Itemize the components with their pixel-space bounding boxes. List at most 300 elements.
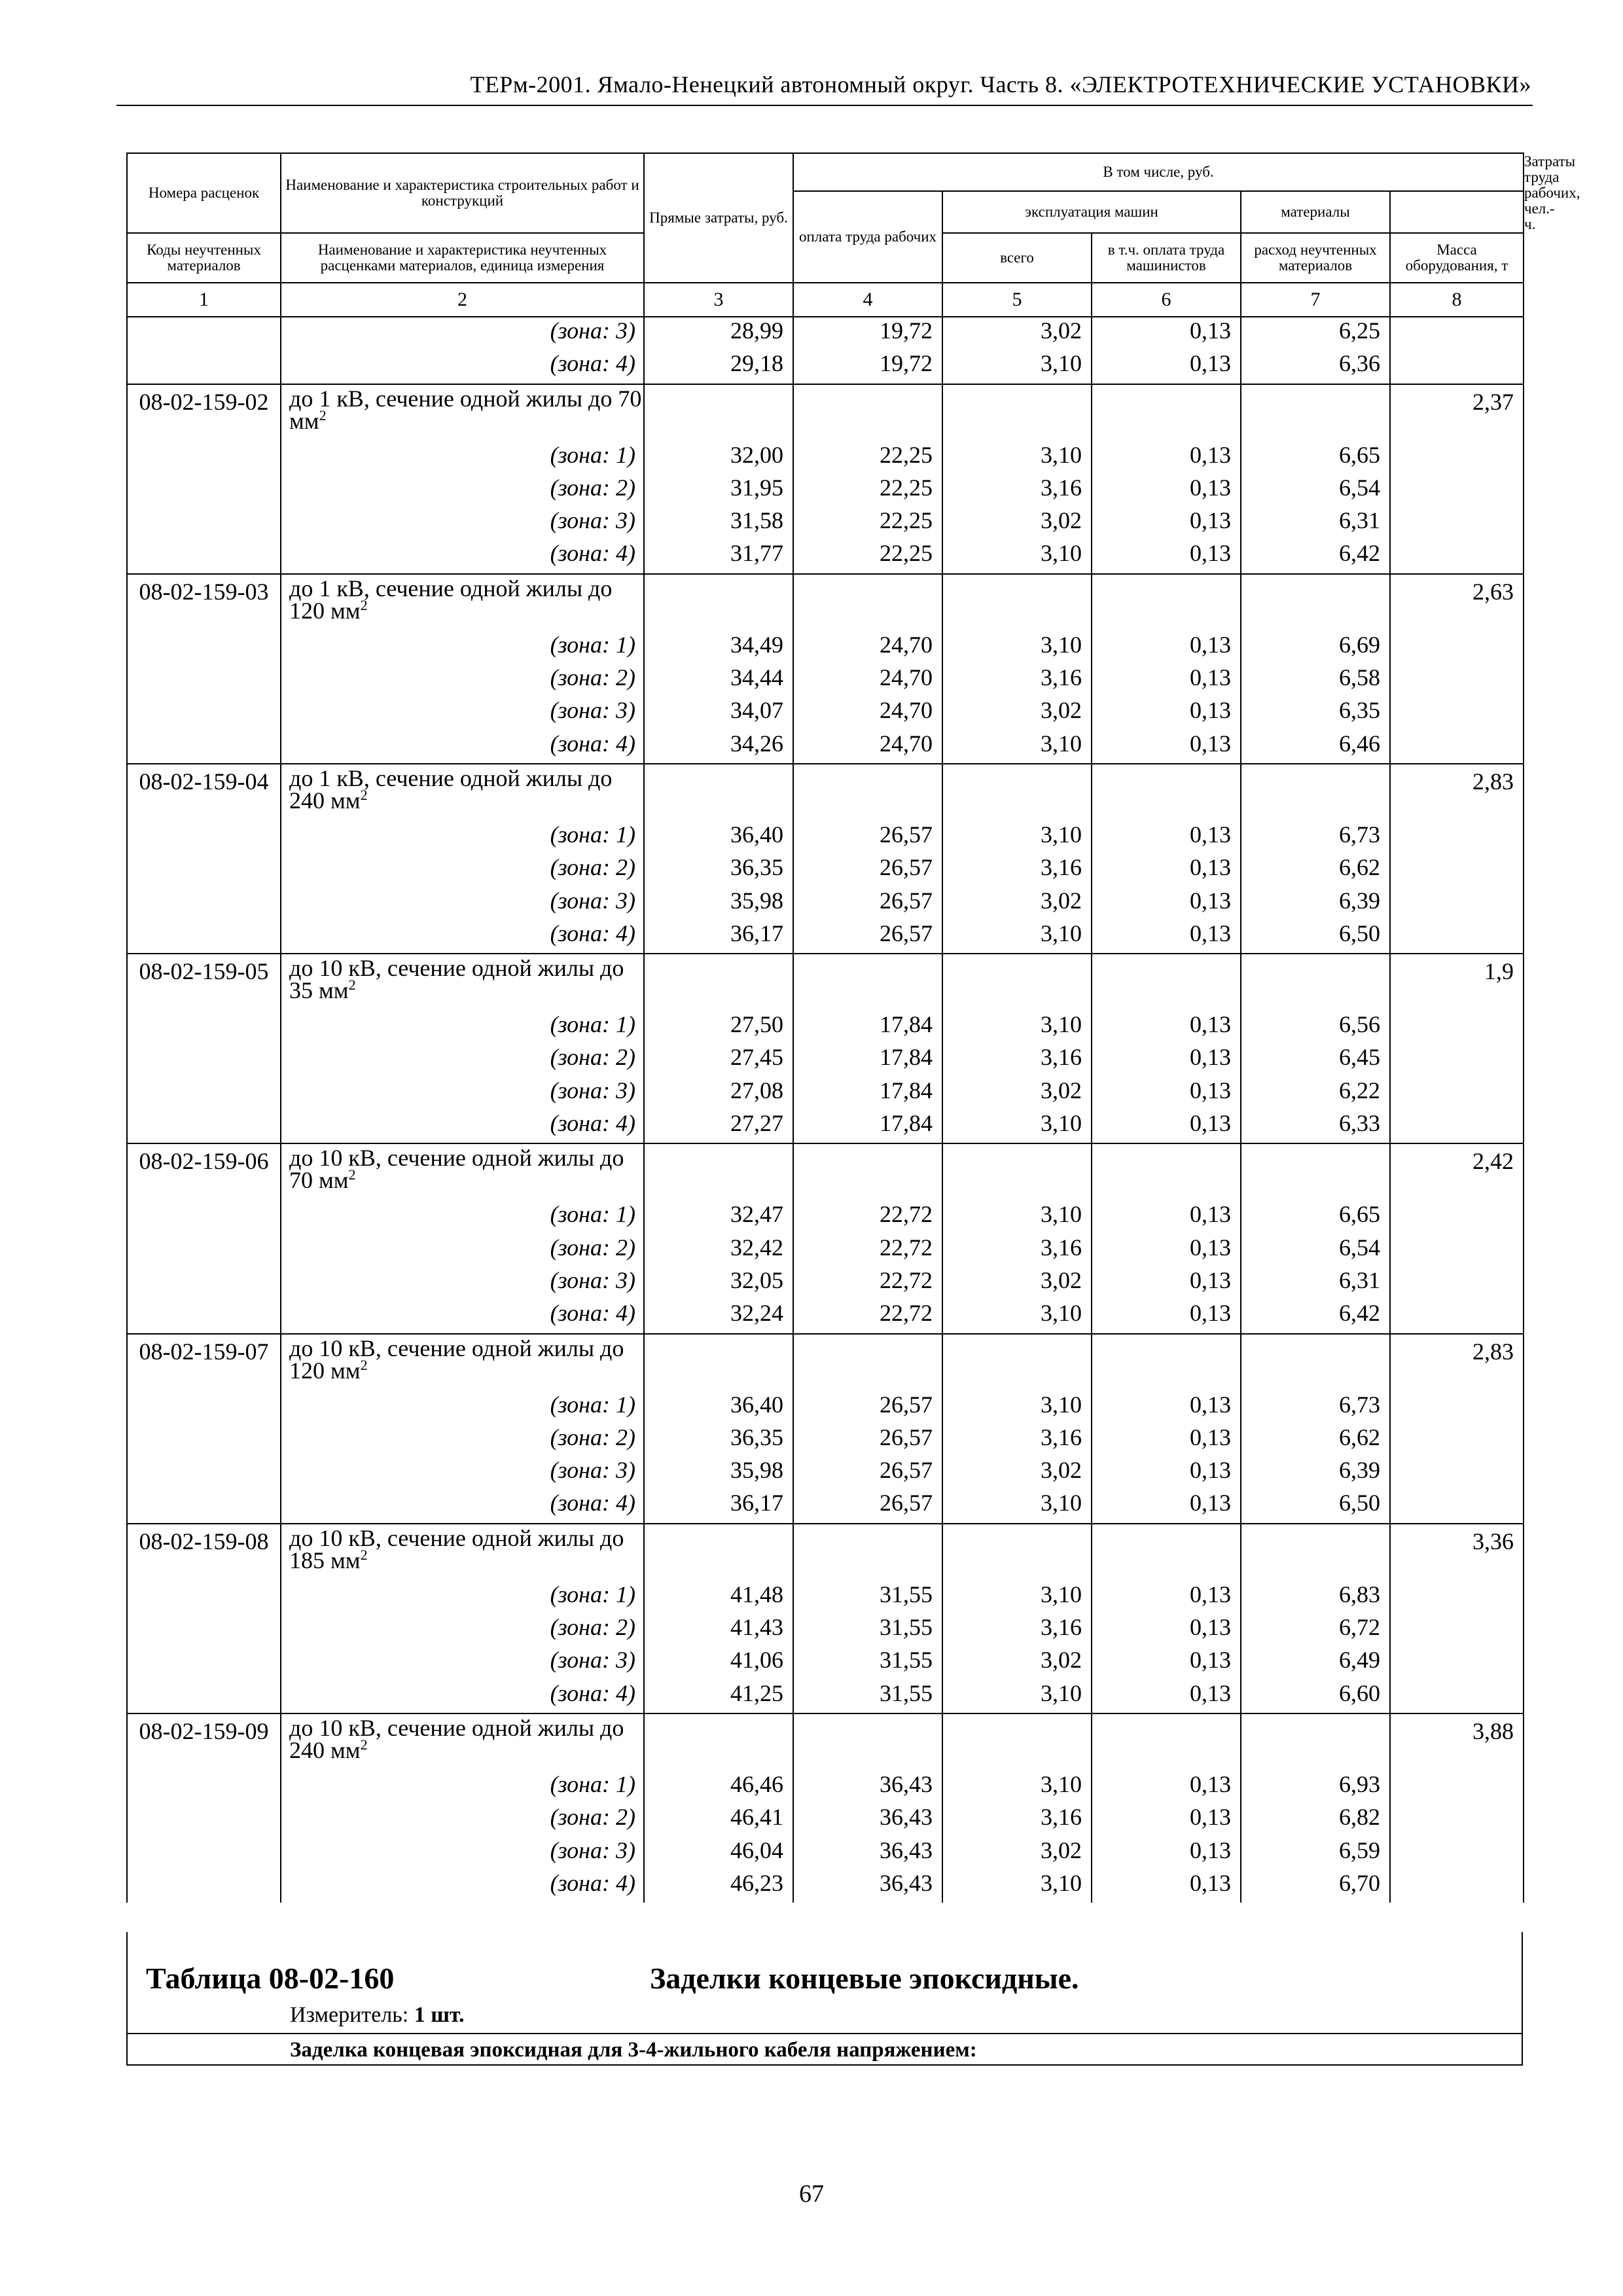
materials-cost: 6,70: [1241, 1870, 1390, 1903]
empty-cell: [942, 1143, 1092, 1201]
labor-pay: 22,72: [793, 1201, 942, 1234]
machinists-pay: 0,13: [1092, 1581, 1241, 1614]
materials-cost: 6,73: [1241, 1391, 1390, 1424]
labor-pay: 22,72: [793, 1300, 942, 1333]
machinists-pay: 0,13: [1092, 475, 1241, 507]
machines-total: 3,02: [942, 888, 1092, 920]
code-cell: [127, 1647, 281, 1679]
table-row: [127, 1110, 1524, 1143]
table-row: [127, 854, 1524, 887]
direct-cost: 31,77: [644, 540, 793, 573]
table-row: [127, 1267, 1524, 1300]
mass-cell: [1390, 1837, 1524, 1870]
labor-pay: 22,25: [793, 540, 942, 573]
col-number: 4: [793, 283, 942, 317]
machinists-pay: 0,13: [1092, 920, 1241, 954]
materials-cost: 6,31: [1241, 1267, 1390, 1300]
table-row: [127, 1647, 1524, 1679]
labor-pay: 36,43: [793, 1870, 942, 1903]
zone-label: (зона: 2): [281, 1614, 644, 1647]
machinists-pay: 0,13: [1092, 1870, 1241, 1903]
zone-label: (зона: 4): [281, 1490, 644, 1523]
materials-cost: 6,73: [1241, 821, 1390, 854]
empty-cell: [1092, 1334, 1241, 1391]
materials-cost: 6,50: [1241, 1490, 1390, 1523]
zone-label: (зона: 2): [281, 664, 644, 697]
empty-cell: [793, 1713, 942, 1771]
description-text: до 10 кВ, сечение одной жилы до 70 мм: [289, 1145, 624, 1194]
zone-label: (зона: 3): [281, 1077, 644, 1110]
direct-cost: 34,44: [644, 664, 793, 697]
table-row: [127, 1234, 1524, 1267]
code-cell: [127, 1391, 281, 1424]
zone-label: (зона: 1): [281, 821, 644, 854]
code-cell: [127, 1804, 281, 1837]
code-cell: [127, 1581, 281, 1614]
table-row: [127, 350, 1524, 384]
materials-cost: 6,49: [1241, 1647, 1390, 1679]
zone-label: (зона: 3): [281, 1457, 644, 1490]
table-row: [127, 1490, 1524, 1523]
mass-cell: [1390, 1614, 1524, 1647]
zone-label: (зона: 1): [281, 1011, 644, 1044]
zone-label: (зона: 4): [281, 1110, 644, 1143]
machines-total: 3,10: [942, 1011, 1092, 1044]
zone-label: (зона: 2): [281, 475, 644, 507]
labor-pay: 26,57: [793, 1424, 942, 1457]
zone-label: (зона: 4): [281, 1300, 644, 1333]
labor-pay: 17,84: [793, 1110, 942, 1143]
empty-cell: [644, 954, 793, 1011]
hdr-group: В том числе, руб.: [793, 153, 1524, 191]
direct-cost: 32,42: [644, 1234, 793, 1267]
code-cell: [127, 1457, 281, 1490]
machinists-pay: 0,13: [1092, 888, 1241, 920]
materials-cost: 6,58: [1241, 664, 1390, 697]
table-row: [127, 1771, 1524, 1804]
mass-cell: [1390, 1804, 1524, 1837]
rate-header-row: [127, 574, 1524, 632]
mass-cell: [1390, 888, 1524, 920]
machinists-pay: 0,13: [1092, 632, 1241, 664]
labor-hours: 2,63: [1390, 574, 1524, 632]
mass-cell: [1390, 1771, 1524, 1804]
page-number: 67: [799, 2180, 824, 2208]
empty-cell: [793, 1334, 942, 1391]
labor-pay: 26,57: [793, 920, 942, 954]
labor-pay: 26,57: [793, 888, 942, 920]
machines-total: 3,02: [942, 507, 1092, 540]
code-cell: [127, 854, 281, 887]
materials-cost: 6,33: [1241, 1110, 1390, 1143]
zone-label: (зона: 4): [281, 540, 644, 573]
direct-cost: 46,23: [644, 1870, 793, 1903]
rate-code: 08-02-159-04: [127, 764, 281, 821]
superscript: 2: [360, 1736, 368, 1753]
machinists-pay: 0,13: [1092, 1680, 1241, 1713]
hdr-materials: материалы: [1241, 191, 1390, 233]
rate-code: 08-02-159-06: [127, 1143, 281, 1201]
zone-label: (зона: 4): [281, 350, 644, 384]
machines-total: 3,10: [942, 920, 1092, 954]
materials-cost: 6,25: [1241, 317, 1390, 350]
rate-header-row: [127, 1334, 1524, 1391]
machinists-pay: 0,13: [1092, 854, 1241, 887]
labor-pay: 24,70: [793, 664, 942, 697]
code-cell: [127, 1110, 281, 1143]
materials-cost: 6,31: [1241, 507, 1390, 540]
table-row: [127, 317, 1524, 350]
mass-cell: [1390, 920, 1524, 954]
mass-cell: [1390, 1391, 1524, 1424]
table-row: [127, 1614, 1524, 1647]
machinists-pay: 0,13: [1092, 442, 1241, 475]
code-cell: [127, 1234, 281, 1267]
zone-label: (зона: 4): [281, 920, 644, 954]
direct-cost: 34,49: [644, 632, 793, 664]
code-cell: [127, 1011, 281, 1044]
superscript: 2: [360, 786, 368, 803]
measure-unit: [290, 2003, 465, 2028]
measure-label: Измеритель:: [290, 2003, 409, 2027]
hdr-material-codes: Коды неучтенных материалов: [127, 233, 281, 283]
rate-code: 08-02-159-09: [127, 1713, 281, 1771]
labor-pay: 22,72: [793, 1234, 942, 1267]
machinists-pay: 0,13: [1092, 1201, 1241, 1234]
hdr-name: Наименование и характеристика строительных работ и конструкций: [281, 153, 644, 233]
empty-cell: [1092, 764, 1241, 821]
rate-description: [281, 1143, 644, 1201]
empty-cell: [942, 1334, 1092, 1391]
rate-description: [281, 384, 644, 442]
labor-pay: 31,55: [793, 1680, 942, 1713]
empty-cell: [942, 384, 1092, 442]
direct-cost: 36,35: [644, 854, 793, 887]
direct-cost: 41,06: [644, 1647, 793, 1679]
code-cell: [127, 317, 281, 350]
description-text: до 10 кВ, сечение одной жилы до 35 мм: [289, 955, 624, 1004]
labor-pay: 17,84: [793, 1011, 942, 1044]
empty-cell: [1092, 1713, 1241, 1771]
rate-description: [281, 1524, 644, 1581]
machines-total: 3,10: [942, 1391, 1092, 1424]
code-cell: [127, 697, 281, 730]
code-cell: [127, 475, 281, 507]
labor-hours: 2,37: [1390, 384, 1524, 442]
mass-cell: [1390, 632, 1524, 664]
zone-label: (зона: 2): [281, 1044, 644, 1077]
description-text: до 10 кВ, сечение одной жилы до 185 мм: [289, 1524, 624, 1573]
measure-value: 1 шт.: [414, 2003, 465, 2027]
rate-header-row: [127, 1713, 1524, 1771]
col-number: 1: [127, 283, 281, 317]
machinists-pay: 0,13: [1092, 1457, 1241, 1490]
labor-pay: 31,55: [793, 1647, 942, 1679]
zone-label: (зона: 1): [281, 442, 644, 475]
zone-label: (зона: 2): [281, 854, 644, 887]
code-cell: [127, 540, 281, 573]
materials-cost: 6,60: [1241, 1680, 1390, 1713]
empty-cell: [1241, 1713, 1390, 1771]
table-body: [127, 317, 1524, 1903]
machinists-pay: 0,13: [1092, 350, 1241, 384]
next-table-divider: [126, 2033, 1523, 2034]
machinists-pay: 0,13: [1092, 697, 1241, 730]
rate-description: [281, 954, 644, 1011]
mass-cell: [1390, 350, 1524, 384]
zone-label: (зона: 3): [281, 1837, 644, 1870]
mass-cell: [1390, 664, 1524, 697]
table-row: [127, 1044, 1524, 1077]
empty-cell: [1092, 574, 1241, 632]
mass-cell: [1390, 1110, 1524, 1143]
materials-cost: 6,82: [1241, 1804, 1390, 1837]
labor-pay: 22,25: [793, 507, 942, 540]
machinists-pay: 0,13: [1092, 1490, 1241, 1523]
materials-cost: 6,46: [1241, 730, 1390, 764]
col-number: 5: [942, 283, 1092, 317]
table-row: [127, 475, 1524, 507]
machines-total: 3,10: [942, 1300, 1092, 1333]
rate-description: [281, 764, 644, 821]
table-row: [127, 888, 1524, 920]
rates-table: Номера расценок Наименование и характеристика строительных работ и конструкций Прямые затраты, руб. В том числе, руб. Затраты труда рабочих, чел.-ч. оплата труда рабочих эксплуатация машин материалы Коды неучтенных материалов Наименование и характеристика неучтенных расценками материалов, единица измерения всего в т.ч. оплата труда машинистов расход неучтенных материалов Масса оборудования, т 1 2 3 4 5 6 7 8 (зона: 3) 28,99 19,72 3,02 0,13 6,25 (зона: 4) 29,18 19,72 3,10 0,13 6,36 08-02-159-02 до 1 кВ, сечение одной жилы до 70 $мм^2$ 2,37 (зона: 1) 32,00 22,25 3,10 0,13 6,65 (зона: 2) 31,95 22,25 3,16 0,13 6,54 (зона: 3) 31,58 22,25 3,02 0,13 6,31 (зона: 4) 31,77 22,25 3,10 0,13 6,42 08-02-159-03 до 1 кВ, сечение одной жилы до 120 $мм^2$ 2,63 (зона: 1) 34,49 24,70 3,10 0,13 6,69 (зона: 2) 34,44 24,70 3,16 0,13 6,58 (зона: 3) 34,07 24,70 3,02 0,13 6,35 (зона: 4) 34,26 24,70 3,10 0,13 6,46 08-02-159-04 до 1 кВ, сечение одной жилы до 240 $мм^2$ 2,83 (зона: 1) 36,40 26,57 3,10 0,13 6,73 (зона: 2) 36,35 26,57 3,16 0,13 6,62 (зона: 3) 35,98 26,57 3,02 0,13 6,39 (зона: 4) 36,17 26,57 3,10 0,13 6,50 08-02-159-05 до 10 кВ, сечение одной жилы до 35 $мм^2$ 1,9 (зона: 1) 27,50 17,84 3,10 0,13 6,56 (зона: 2) 27,45 17,84 3,16 0,13 6,45 (зона: 3) 27,08 17,84 3,02 0,13 6,22 (зона: 4) 27,27 17,84 3,10 0,13 6,33 08-02-159-06 до 10 кВ, сечение одной жилы до 70 $мм^2$ 2,42 (зона: 1) 32,47 22,72 3,10 0,13 6,65 (зона: 2) 32,42 22,72 3,16 0,13 6,54 (зона: 3) 32,05 22,72 3,02 0,13 6,31 (зона: 4) 32,24 22,72 3,10 0,13 6,42 08-02-159-07 до 10 кВ, сечение одной жилы до 120 $мм^2$ 2,83 (зона: 1) 36,40 26,57 3,10 0,13 6,73 (зона: 2) 36,35 26,57 3,16 0,13 6,62 (зона: 3) 35,98 26,57 3,02 0,13 6,39 (зона: 4) 36,17 26,57 3,10 0,13 6,50 08-02-159-08 до 10 кВ, сечение одной жилы до 185 $мм^2$ 3,36 (зона: 1) 41,48 31,55 3,10 0,13 6,83 (зона: 2) 41,43 31,55 3,16 0,13 6,72 (зона: 3) 41,06 31,55 3,02 0,13 6,49 (зона: 4) 41,25 31,55 3,10 0,13 6,60 08-02-159-09 до 10 кВ, сечение одной жилы до 240 $мм^2$ 3,88 (зона: 1) 46,46 36,43 3,10 0,13 6,93 (зона: 2) 46,41 36,43 3,16 0,13 6,82 (зона: 3) 46,04 36,43 3,02 0,13 6,59 (зона: 4) 46,23 36,43 3,10 0,13 6,70: [126, 152, 1524, 1903]
materials-cost: 6,72: [1241, 1614, 1390, 1647]
labor-pay: 36,43: [793, 1837, 942, 1870]
description-text: до 1 кВ, сечение одной жилы до 120 мм: [289, 575, 613, 624]
machines-total: 3,10: [942, 1771, 1092, 1804]
empty-cell: [793, 1143, 942, 1201]
machines-total: 3,02: [942, 1077, 1092, 1110]
materials-cost: 6,62: [1241, 854, 1390, 887]
empty-cell: [942, 574, 1092, 632]
rate-description: [281, 1334, 644, 1391]
empty-cell: [644, 574, 793, 632]
machinists-pay: 0,13: [1092, 1647, 1241, 1679]
machinists-pay: 0,13: [1092, 1391, 1241, 1424]
direct-cost: 31,58: [644, 507, 793, 540]
zone-label: (зона: 1): [281, 1391, 644, 1424]
labor-pay: 24,70: [793, 697, 942, 730]
materials-cost: 6,65: [1241, 1201, 1390, 1234]
table-row: [127, 1201, 1524, 1234]
direct-cost: 35,98: [644, 1457, 793, 1490]
direct-cost: 36,17: [644, 920, 793, 954]
mass-cell: [1390, 507, 1524, 540]
machines-total: 3,16: [942, 475, 1092, 507]
labor-pay: 17,84: [793, 1077, 942, 1110]
description-text: до 1 кВ, сечение одной жилы до 240 мм: [289, 764, 613, 814]
direct-cost: 41,48: [644, 1581, 793, 1614]
direct-cost: 28,99: [644, 317, 793, 350]
zone-label: (зона: 1): [281, 1771, 644, 1804]
materials-cost: 6,22: [1241, 1077, 1390, 1110]
machinists-pay: 0,13: [1092, 317, 1241, 350]
table-row: [127, 1680, 1524, 1713]
labor-pay: 36,43: [793, 1804, 942, 1837]
materials-cost: 6,42: [1241, 540, 1390, 573]
empty-cell: [1241, 384, 1390, 442]
empty-cell: [1092, 384, 1241, 442]
machinists-pay: 0,13: [1092, 1267, 1241, 1300]
code-cell: [127, 442, 281, 475]
direct-cost: 46,41: [644, 1804, 793, 1837]
table-caption: Заделка концевая эпоксидная для 3-4-жильного кабеля напряжением:: [290, 2038, 977, 2062]
empty-cell: [1241, 764, 1390, 821]
labor-pay: 22,25: [793, 475, 942, 507]
materials-cost: 6,62: [1241, 1424, 1390, 1457]
materials-cost: 6,50: [1241, 920, 1390, 954]
labor-hours: 3,88: [1390, 1713, 1524, 1771]
zone-label: (зона: 2): [281, 1804, 644, 1837]
empty-cell: [793, 1524, 942, 1581]
machines-total: 3,16: [942, 1044, 1092, 1077]
column-numbers-row: [127, 283, 1524, 317]
labor-pay: 26,57: [793, 821, 942, 854]
hdr-material-usage: расход неучтенных материалов: [1241, 233, 1390, 283]
empty-cell: [644, 764, 793, 821]
empty-cell: [942, 1713, 1092, 1771]
table-row: [127, 1581, 1524, 1614]
empty-cell: [942, 1524, 1092, 1581]
code-cell: [127, 821, 281, 854]
table-row: [127, 1391, 1524, 1424]
direct-cost: 29,18: [644, 350, 793, 384]
code-cell: [127, 664, 281, 697]
machines-total: 3,02: [942, 1647, 1092, 1679]
description-text: до 10 кВ, сечение одной жилы до 120 мм: [289, 1335, 624, 1384]
machinists-pay: 0,13: [1092, 540, 1241, 573]
empty-cell: [644, 1713, 793, 1771]
mass-cell: [1390, 1490, 1524, 1523]
mass-cell: [1390, 475, 1524, 507]
hdr-machines-total: всего: [942, 233, 1092, 283]
machines-total: 3,10: [942, 1201, 1092, 1234]
code-cell: [127, 1490, 281, 1523]
description-text: до 1 кВ, сечение одной жилы до 70 мм: [289, 385, 642, 434]
rate-description: [281, 1713, 644, 1771]
empty-cell: [793, 764, 942, 821]
mass-cell: [1390, 442, 1524, 475]
code-cell: [127, 350, 281, 384]
mass-cell: [1390, 1680, 1524, 1713]
materials-cost: 6,54: [1241, 1234, 1390, 1267]
labor-hours: 2,83: [1390, 764, 1524, 821]
empty-cell: [1241, 954, 1390, 1011]
mass-cell: [1390, 1870, 1524, 1903]
code-cell: [127, 888, 281, 920]
zone-label: (зона: 1): [281, 1201, 644, 1234]
mass-cell: [1390, 730, 1524, 764]
labor-pay: 36,43: [793, 1771, 942, 1804]
materials-cost: 6,56: [1241, 1011, 1390, 1044]
mass-cell: [1390, 1581, 1524, 1614]
labor-pay: 22,72: [793, 1267, 942, 1300]
zone-label: (зона: 2): [281, 1234, 644, 1267]
direct-cost: 32,00: [644, 442, 793, 475]
empty-cell: [644, 1334, 793, 1391]
code-cell: [127, 507, 281, 540]
code-cell: [127, 1424, 281, 1457]
empty-cell: [1092, 954, 1241, 1011]
table-row: [127, 442, 1524, 475]
mass-cell: [1390, 1300, 1524, 1333]
empty-cell: [644, 1524, 793, 1581]
direct-cost: 27,27: [644, 1110, 793, 1143]
zone-label: (зона: 1): [281, 632, 644, 664]
materials-cost: 6,42: [1241, 1300, 1390, 1333]
superscript: 2: [319, 406, 327, 423]
table-row: [127, 1300, 1524, 1333]
machines-total: 3,10: [942, 632, 1092, 664]
mass-cell: [1390, 697, 1524, 730]
machinists-pay: 0,13: [1092, 1110, 1241, 1143]
col-number: 6: [1092, 283, 1241, 317]
direct-cost: 36,40: [644, 821, 793, 854]
empty-cell: [1241, 1524, 1390, 1581]
materials-cost: 6,93: [1241, 1771, 1390, 1804]
superscript: 2: [348, 1166, 356, 1183]
table-row: [127, 1011, 1524, 1044]
mass-cell: [1390, 821, 1524, 854]
labor-pay: 26,57: [793, 1490, 942, 1523]
machinists-pay: 0,13: [1092, 1011, 1241, 1044]
direct-cost: 46,04: [644, 1837, 793, 1870]
mass-cell: [1390, 1424, 1524, 1457]
mass-cell: [1390, 1011, 1524, 1044]
empty-cell: [793, 954, 942, 1011]
machinists-pay: 0,13: [1092, 1077, 1241, 1110]
code-cell: [127, 730, 281, 764]
materials-cost: 6,83: [1241, 1581, 1390, 1614]
direct-cost: 34,07: [644, 697, 793, 730]
code-cell: [127, 1771, 281, 1804]
zone-label: (зона: 3): [281, 888, 644, 920]
hdr-equipment-mass: Масса оборудования, т: [1390, 233, 1524, 283]
direct-cost: 36,40: [644, 1391, 793, 1424]
materials-cost: 6,39: [1241, 888, 1390, 920]
rate-code: 08-02-159-07: [127, 1334, 281, 1391]
code-cell: [127, 1870, 281, 1903]
col-number: 7: [1241, 283, 1390, 317]
superscript: 2: [348, 977, 356, 994]
mass-cell: [1390, 317, 1524, 350]
code-cell: [127, 1614, 281, 1647]
direct-cost: 27,50: [644, 1011, 793, 1044]
zone-label: (зона: 2): [281, 1424, 644, 1457]
rate-header-row: [127, 1143, 1524, 1201]
machinists-pay: 0,13: [1092, 1234, 1241, 1267]
table-row: [127, 1804, 1524, 1837]
mass-cell: [1390, 540, 1524, 573]
table-row: [127, 1424, 1524, 1457]
machinists-pay: 0,13: [1092, 1300, 1241, 1333]
table-row: [127, 664, 1524, 697]
direct-cost: 41,25: [644, 1680, 793, 1713]
labor-pay: 26,57: [793, 1391, 942, 1424]
table-row: [127, 632, 1524, 664]
mass-cell: [1390, 854, 1524, 887]
table-row: [127, 1457, 1524, 1490]
code-cell: [127, 920, 281, 954]
materials-cost: 6,35: [1241, 697, 1390, 730]
empty-cell: [942, 764, 1092, 821]
machines-total: 3,16: [942, 664, 1092, 697]
table-row: [127, 1077, 1524, 1110]
empty-cell: [793, 574, 942, 632]
mass-cell: [1390, 1077, 1524, 1110]
machines-total: 3,10: [942, 1680, 1092, 1713]
